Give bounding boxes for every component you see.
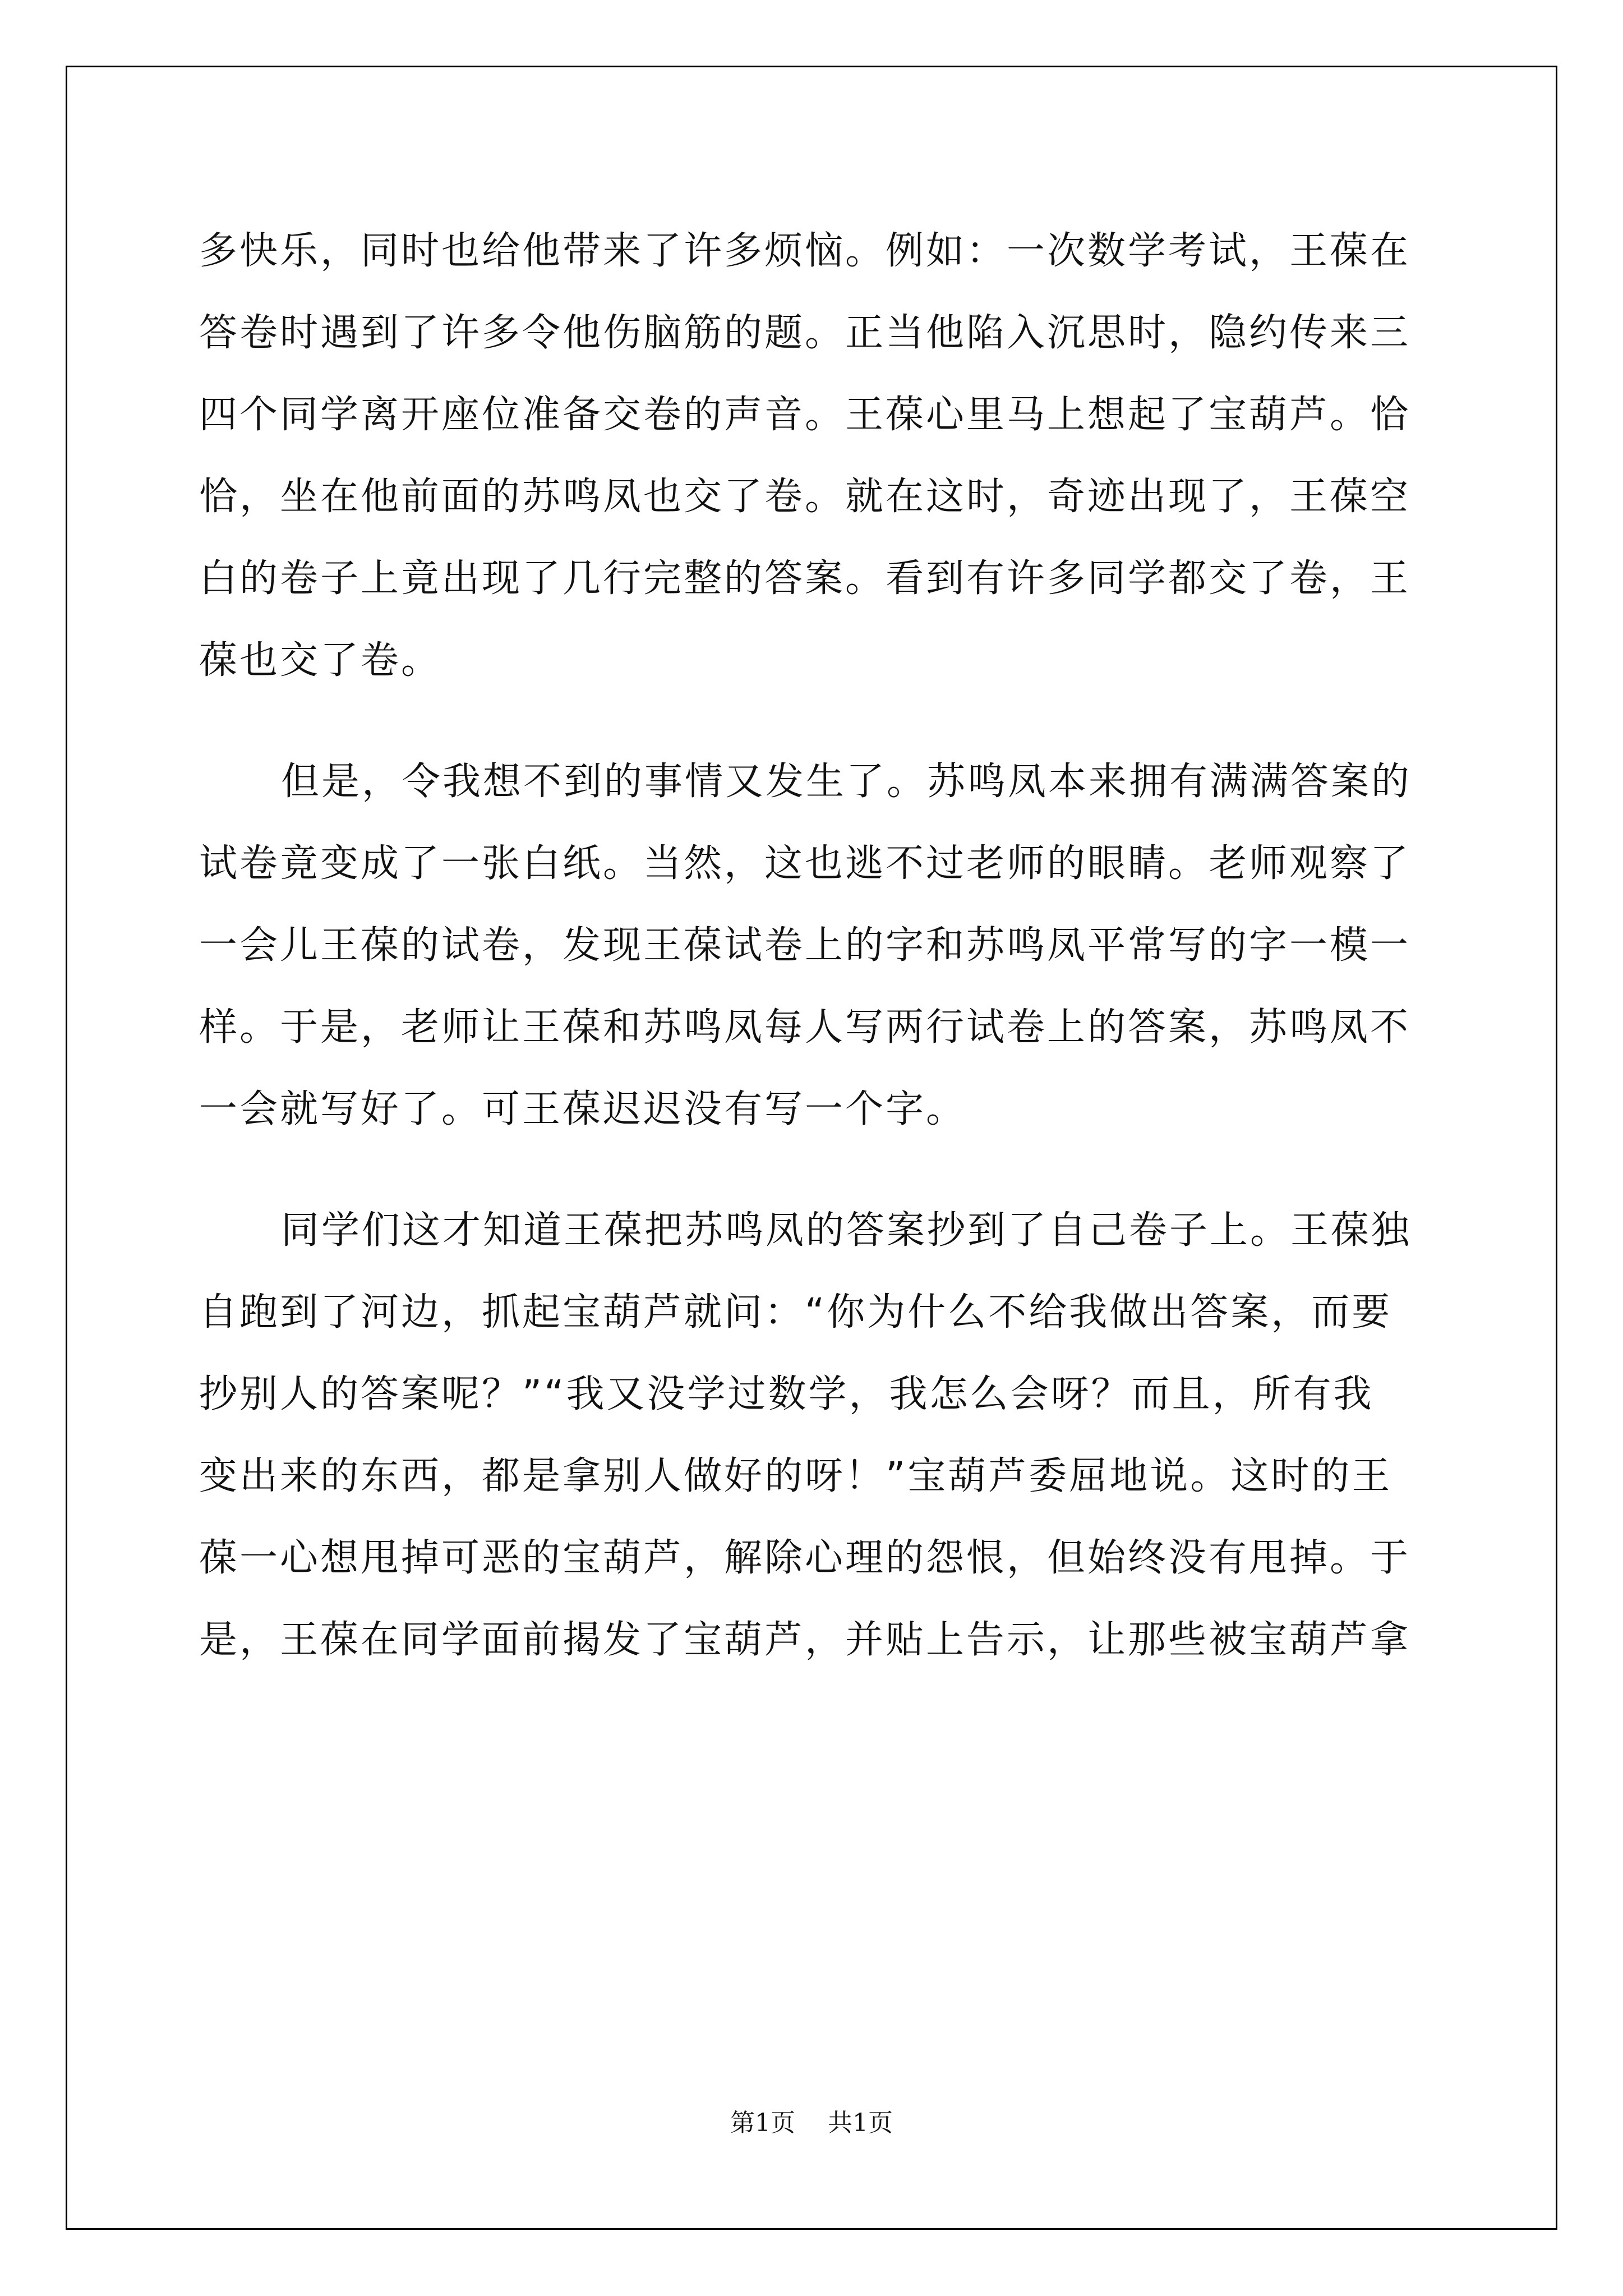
text-line: 一会儿王葆的试卷，发现王葆试卷上的字和苏鸣凤平常写的字一模一: [199, 923, 1411, 968]
text-line: 是，王葆在同学面前揭发了宝葫芦，并贴上告示，让那些被宝葫芦拿: [199, 1618, 1411, 1662]
text-line: 白的卷子上竟出现了几行完整的答案。看到有许多同学都交了卷，王: [199, 556, 1411, 601]
text-line: 变出来的东西，都是拿别人做好的呀！”宝葫芦委屈地说。这时的王: [199, 1454, 1393, 1498]
text-line: 同学们这才知道王葆把苏鸣凤的答案抄到了自己卷子上。王葆独: [281, 1208, 1412, 1253]
paragraph-1: [199, 210, 1433, 702]
text-line: 自跑到了河边，抓起宝葫芦就问：“你为什么不给我做出答案，而要: [199, 1290, 1393, 1335]
page-footer: [0, 2102, 1623, 2138]
text-line: 葆一心想甩掉可恶的宝葫芦，解除心理的怨恨，但始终没有甩掉。于: [199, 1536, 1411, 1580]
paragraph-3: [199, 1190, 1433, 1681]
paragraph-2: [199, 741, 1433, 1151]
text-line: 试卷竟变成了一张白纸。当然，这也逃不过老师的眼睛。老师观察了: [199, 841, 1411, 886]
text-line: 四个同学离开座位准备交卷的声音。王葆心里马上想起了宝葫芦。恰: [199, 393, 1411, 437]
text-line: 葆也交了卷。: [199, 638, 442, 683]
page-total: 共1页: [828, 2109, 893, 2137]
text-line: 抄别人的答案呢？”“我又没学过数学，我怎么会呀？而且，所有我: [199, 1372, 1374, 1416]
text-line: 恰，坐在他前面的苏鸣凤也交了卷。就在这时，奇迹出现了，王葆空: [199, 475, 1411, 519]
text-line: 样。于是，老师让王葆和苏鸣凤每人写两行试卷上的答案，苏鸣凤不: [199, 1005, 1411, 1050]
text-line: 答卷时遇到了许多令他伤脑筋的题。正当他陷入沉思时，隐约传来三: [199, 311, 1411, 355]
document-body: [199, 210, 1433, 1720]
text-line: 一会就写好了。可王葆迟迟没有写一个字。: [199, 1087, 967, 1131]
page-number: 第1页: [730, 2109, 795, 2137]
text-line: 多快乐，同时也给他带来了许多烦恼。例如：一次数学考试，王葆在: [199, 229, 1411, 273]
text-line: 但是，令我想不到的事情又发生了。苏鸣凤本来拥有满满答案的: [281, 760, 1412, 804]
